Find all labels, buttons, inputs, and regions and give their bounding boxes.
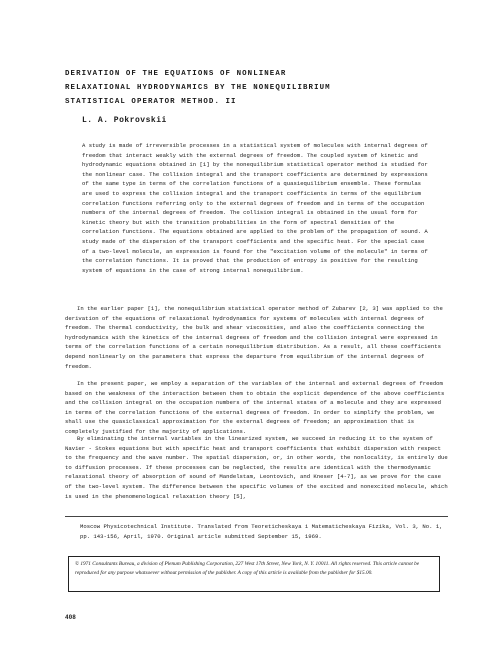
author-name: L. A. Pokrovskii: [82, 116, 167, 125]
copyright-notice: © 1971 Consultants Bureau, a division of Plenum Publishing Corporation, 227 West 17th Street, New York, N. Y. 10011. All rights reserved. This article cannot be reproduced for any purpose whatsoever without permission of the publisher. A copy of this article is available from the publisher for $15.00.: [68, 556, 440, 592]
footnote-divider: [65, 516, 448, 517]
body-paragraph-1: In the earlier paper [1], the nonequilibrium statistical operator method of Zubarev [2, 3] was applied to the derivation of the equations of relaxational hydrodynamics for systems of molecules with internal degrees of freedom. The thermal conductivity, the bulk and shear viscosities, and also the coefficients connecting the hydrodynamics with the kinetics of the internal degrees of freedom and the collision integral were expressed in terms of the correlation functions of a certain nonequilibrium distribution. As a result, all these coefficients depend nonlinearly on the parameters that express the departure from equilibrium of the internal degrees of freedom.: [65, 305, 443, 370]
body-paragraph-2: In the present paper, we employ a separation of the variables of the internal and external degrees of freedom based on the weakness of the interaction between them to obtain the explicit dependence of the above coefficients and the collision integral on the occupation numbers of the internal states of a molecule and they are expressed in terms of the correlation functions of the external degrees of freedom. In order to simplify the problem, we shall use the quasiclassical approximation for the external degrees of freedom; an approximation that is completely justified for the majority of applications.: [65, 380, 445, 435]
title-line-2: RELAXATIONAL HYDRODYNAMICS BY THE NONEQUILIBRIUM: [65, 84, 331, 92]
body-paragraph-3: By eliminating the internal variables in the linearized system, we succeed in reducing it to the system of Navier - Stokes equations but with specific heat and transport coefficients that exhibit dispersion with respect to the frequency and the wave number. The spatial dispersion, or, in other words, the nonlocality, is entirely due to diffusion processes. If these processes can be neglected, the results are identical with the thermodynamic relaxational theory of absorption of sound of Mandelstam, Leontovich, and Kneser [4-7], as we prove for the case of the two-level system. The difference between the specific volumes of the excited and nonexcited molecule, which is used in the phenomenological relaxation theory [5],: [65, 435, 448, 500]
footnote: Moscow Physicotechnical Institute. Translated from Teoreticheskaya i Matematicheskaya Fizika, Vol. 3, No. 1, pp. 143-156, April, 1970. Original article submitted September 15, 1969.: [80, 523, 443, 540]
paper-title: [65, 67, 465, 109]
title-line-1: DERIVATION OF THE EQUATIONS OF NONLINEAR: [65, 70, 287, 78]
abstract: A study is made of irreversible processes in a statistical system of molecules with internal degrees of freedom that interact weakly with the external degrees of freedom. The coupled system of kinetic and hydrodynamic equations obtained in [1] by the nonequilibrium statistical operator method is studied for the nonlinear case. The collision integral and the transport coefficients are determined by expressions of the same type in terms of the correlation functions of a quasiequilibrium ensemble. These formulas are used to express the collision integral and the transport coefficients in terms of the equilibrium correlation functions referring only to the external degrees of freedom and in terms of the occupation numbers of the internal degrees of freedom. The collision integral is obtained in the usual form for kinetic theory but with the transition probabilities in the form of spectral densities of the correlation functions. The equations obtained are applied to the problem of the propagation of sound. A study made of the dispersion of the transport coefficients and the specific heat. For the special case of a two-level molecule, an expression is found for the "excitation volume of the molecule" in terms of the correlation functions. It is proved that the production of entropy is positive for the resulting system of equations in the case of strong internal nonequilibrium.: [82, 142, 428, 274]
page-number: 408: [65, 614, 76, 621]
title-line-3: STATISTICAL OPERATOR METHOD. II: [65, 98, 237, 106]
